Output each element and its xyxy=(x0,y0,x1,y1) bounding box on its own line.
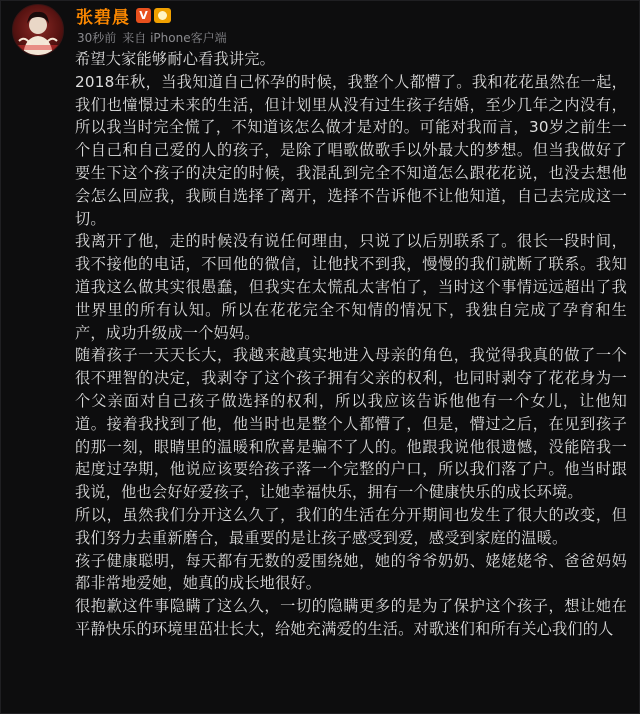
post-meta xyxy=(77,29,233,46)
post-source: 来自 iPhone客户端 xyxy=(122,31,227,45)
paragraph-1: 希望大家能够耐心看我讲完。 xyxy=(75,50,276,68)
name-row xyxy=(76,4,171,26)
paragraph-5: 所以，虽然我们分开这么久了，我们的生活在分开期间也发生了很大的改变，但我们努力去重新磨合，最重要的是让孩子感受到爱，感受到家庭的温暖。 xyxy=(75,505,627,547)
username[interactable]: 张碧晨 xyxy=(76,7,130,28)
paragraph-2: 2018年秋，当我知道自己怀孕的时候，我整个人都懵了。我和花花虽然在一起，我们也憧憬过未来的生活，但计划里从没有过生孩子结婚，至少几年之内没有，所以我当时完全慌了，不知道该怎么做才是对的。可能对我而言，30岁之前生一个自己和自己爱的人的孩子，是除了唱歌做歌手以外最大的梦想。但当我做好了要生下这个孩子的决定的时候，我混乱到完全不知道怎么跟花花说，也没去想他会怎么回应我，我顾自选择了离开，选择不告诉他不让他知道，自己去完成这一切。 xyxy=(75,72,627,228)
paragraph-3: 我离开了他，走的时候没有说任何理由，只说了以后别联系了。很长一段时间，我不接他的电话，不回他的微信，让他找不到我，慢慢的我们就断了联系。我知道我这么做其实很愚蠢，但我实在太慌乱太害怕了，当时这个事情远远超出了我世界里的所有认知。所以在花花完全不知情的情况下，我独自完成了孕育和生产，成功升级成一个妈妈。 xyxy=(75,232,627,342)
post-content xyxy=(75,48,627,641)
verified-icon: V xyxy=(136,8,151,23)
post-time[interactable]: 30秒前 xyxy=(77,31,117,45)
paragraph-4: 随着孩子一天天长大，我越来越真实地进入母亲的角色，我觉得我真的做了一个很不理智的决定，我剥夺了这个孩子拥有父亲的权利，也同时剥夺了花花身为一个父亲面对自己孩子做选择的权利，所以我应该告诉他他有一个女儿，让他知道。接着我找到了他，他当时也是整个人都懵了，但是，懵过之后，在见到孩子的那一刻，眼睛里的温暖和欣喜是骗不了人的。他跟我说他很遗憾，没能陪我一起度过孕期，他说应该要给孩子落一个完整的户口，所以我们落了户。他当时跟我说，他也会好好爱孩子，让她幸福快乐，拥有一个健康快乐的成长环境。 xyxy=(75,346,627,502)
user-avatar[interactable] xyxy=(12,4,64,56)
member-icon xyxy=(154,8,171,23)
paragraph-7: 很抱歉这件事隐瞒了这么久，一切的隐瞒更多的是为了保护这个孩子，想让她在平静快乐的环境里茁壮长大，给她充满爱的生活。对歌迷们和所有关心我们的人 xyxy=(75,597,627,638)
paragraph-6: 孩子健康聪明，每天都有无数的爱围绕她，她的爷爷奶奶、姥姥姥爷、爸爸妈妈都非常地爱她，她真的成长地很好。 xyxy=(75,551,627,593)
avatar-image-icon xyxy=(13,5,63,55)
